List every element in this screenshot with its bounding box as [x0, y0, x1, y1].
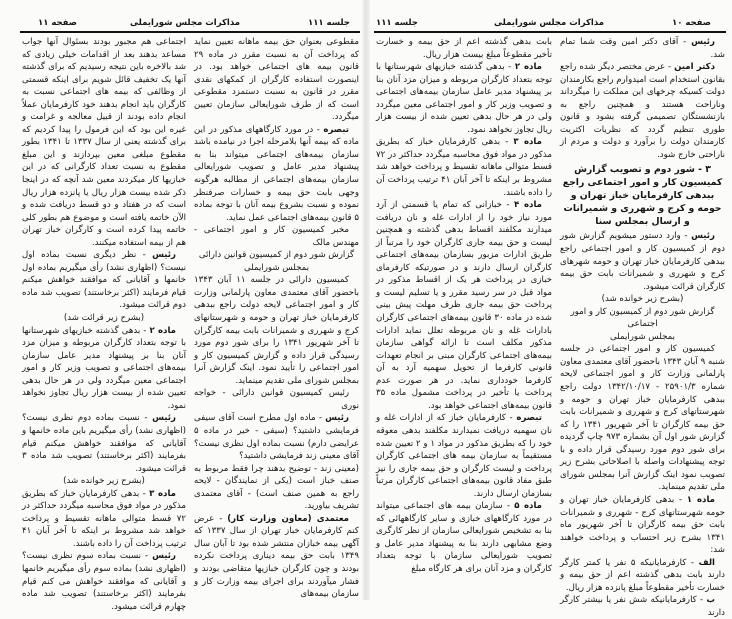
paragraph-text: مخبر کمیسیون کار و امور اجتماعی - مهندس مالک — [194, 225, 359, 248]
paragraph — [376, 199, 552, 412]
paragraph-text: اجتماعی هم مجبور بودند بسئوال آنها جواب مساعد بدهند بعد از اقدامات خیلی زیادی که شد بالاخره باین نتیجه رسیدیم که برای گذشته آنها یک تخفیف قائل شویم برای اینکه قسمتی از وظائفی که بیمه های اجتماعی نسبت به کارگران باید انجام بدهند خود کارفرمایان عملاً انجام داده بودند از قبیل معالجه و غرامت و غیره این بود که این فرمول را پیدا کردیم که برای گذشته یعنی از سال ۱۳۳۷ تا ۱۳۴۱ بطور مقطوع مبلغی معین بپردازند و این مبلغ مقطوع به نسبت تعداد کارگرانی که در این خبازیها کار میکردند معین شد آنچه که در اینجا ذکر شده بیست هزار ریال یا پانزده هزار ریال است که در هفتاد و دو قسط دریافت شده و الآن خاتمه یافته است و موضوع هم بطور کلی خاتمه پیدا کرده است و کارگران خباز تهران هم از بیمه استفاده میکنند. — [22, 37, 186, 248]
paragraph-text: - بدهی کارفرمایان خباز تهران و حومه شهرستانهای کرج - شهرری و شمیرانات بابت حق بیمه کارگران تا آخر شهریور ماه ۱۳۴۱ بشرح زیر احتساب و پرداخت خواهند شد: — [560, 494, 725, 556]
paragraph — [560, 494, 725, 557]
left-page — [0, 0, 366, 612]
session-number: جلسه ۱۱۱ — [376, 18, 418, 28]
speaker-or-article-label: ماده ۱ — [686, 494, 715, 505]
speaker-or-article-label: معتمدی (معاون وزارت کار) — [227, 513, 349, 524]
column-right-outer — [560, 36, 725, 618]
paragraph-text: - کارفرمایانیکه ۵ نفر یا کمتر کارگر دارند بابت بدهی گذشته اعم از حق بیمه و خسارت تأخیر مقطوعاً مبلغ پانزده هزار ریال. — [560, 557, 725, 593]
paragraph — [560, 557, 725, 595]
paragraph-text: (بشرح زیر قرائت شد) — [63, 313, 145, 324]
speaker-or-article-label: ماده ۵ — [514, 501, 542, 512]
column-right-inner — [376, 36, 553, 574]
header-rule — [20, 31, 360, 33]
paragraph — [194, 124, 359, 224]
paragraph-text: (بشرح زیر خوانده شد) — [63, 476, 145, 487]
paragraph — [22, 325, 186, 413]
paragraph — [22, 550, 186, 613]
paragraph — [560, 594, 725, 619]
paragraph — [560, 36, 725, 61]
paragraph-text: - بدهی کارفرمایان خباز که بطریق مذکور در مواد فوق محاسبه میگردد حداکثر در ۷۲ قسط متوالی ماهانه تقسیط و پرداخت خواهد شد مشروط بر اینکه تا آخر آبان ۴۱ ترتیب پرداخت آن را داده باشند. — [376, 137, 552, 198]
speaker-or-article-label: ب — [706, 595, 715, 606]
paragraph-text: بابت بدهی گذشته اعم از حق بیمه و خسارت تأخیر مقطوعاً مبلغ بیست هزار ریال. — [376, 37, 552, 60]
centered-line — [194, 262, 359, 275]
right-page — [366, 0, 732, 618]
centered-line — [22, 312, 186, 325]
paragraph — [560, 230, 725, 293]
running-title: مذاکرات مجلس شورایملی — [130, 18, 241, 28]
speaker-or-article-label: ماده ۳ — [149, 488, 176, 499]
speaker-or-article-label: تبصره — [323, 124, 349, 135]
paragraph-text: - نسبت بماده دوم نظری نیست؟ (اظهاری نشد) رأی میگیریم باین ماده خانمها و آقایانی که موافقند خواهش میکنم قیام بفرمایند (اکثر برخاستند) تصویب شد ماده ۳ قرائت میشود. — [22, 413, 186, 474]
paragraph-text: مقطوعی بعنوان حق بیمه ماهانه تعیین نماید که پرداخت آن به نسبت مقرر در ماده ۲۹ قانون بیمه های اجتماعی خواهد بود. در اینصورت استفاده کارگران از کمکهای نقدی مقرر در قانون به نسبت دستمزد مقطوعی است که از طرف شورایعالی سازمان تعیین میگردد. — [194, 37, 359, 123]
paragraph — [194, 513, 359, 601]
paragraph — [22, 249, 186, 312]
paragraph-text: - عرض کنم کارفرمایان خباز تهران از سال ۱۳۳۷ که آگهی بیمه خبازان منتشر شده بود تا آبان سال ۱۳۴۹ بابت حق بیمه دیناری پرداخت نکرده بودند و چون کارگران خبازیها متقاضی بودند و فشار میآوردند برای اجرای بیمه وزارت کار و سازمان بیمه‌های — [194, 513, 359, 600]
paragraph — [560, 343, 725, 494]
paragraph-text: - کارفرمایانیکه شش نفر یا بیشتر کارگر دارند — [560, 595, 725, 618]
paragraph — [22, 412, 186, 475]
paragraph-text: - ماده اول مطرح است آقای سیفی فرمایشی داشتید؟ (سیفی - خیر در ماده ۵ عرایضی دارم) نسبت بماده اول نظری نیست؟ آقای معینی زند فرمایشی داشتید؟ — [194, 413, 359, 462]
paragraph-text: - خبازانی که تمام یا قسمتی از آرد مورد نیاز خود را از ادارات غله و نان دریافت میدارند مکلفند اقساط بدهی گذشته و همچنین لیست و حق بیمه جاری کارگران خود را مرتباً از طریق ادارات مزبور بسازمان بیمه‌های اجتماعی کارگران ارسال دارند و در صورتیکه کارفرمای خبازی در پرداخت هر یک از اقساط مذکور در مواد قبل در سر رسید مقرر و یا تسلیم لیست و پرداخت حق بیمه جاری ظرف مهلت پیش بینی شده در ماده ۳۰ قانون بیمه‌های اجتماعی کارگران بادارات غله و نان مربوطه تعلل نماید ادارات مذکور مکلف است تا ارائه گواهی سازمان بیمه‌های اجتماعی کارگران مبنی بر انجام تعهدات قانونی کارفرما از تحویل سهمیه آرد به آن کارفرما خودداری نماید. در هر صورت عدم پرداخت یا تأخیر در پرداخت مشمول ماده ۳۵ قانون بیمه‌های اجتماعی خواهد بود. — [376, 200, 553, 411]
column-left-inner — [194, 36, 359, 600]
column-left-outer — [22, 36, 186, 612]
speaker-or-article-label: رئیس — [325, 413, 349, 424]
paragraph — [194, 463, 359, 513]
paragraph-text: کمیسیون دارائی در جلسه ۱۱ آبان ۱۳۴۳ باحضور آقای معتمدی معاون پارلمانی وزارت کار و امور اجتماعی لایحه دولت راجع ببدهی کارفرمایان خباز تهران و حومه و شهرستانهای کرج و شهرری و شمیرانات بابت بیمه کارگران تا آخر شهریور ۱۳۴۱ را برای شور دوم مورد رسیدگی قرار داده و گزارش کمیسیون کار و امور اجتماعی را تأیید نمود. اینک گزارش آنرا بمجلس شورای ملی تقدیم مینماید. — [194, 275, 359, 386]
centered-line — [560, 331, 725, 344]
paragraph — [194, 274, 359, 387]
paragraph-text: بمجلس شورایملی — [244, 262, 309, 273]
speaker-or-article-label: دکتر امین — [674, 62, 715, 73]
centered-line — [194, 249, 359, 262]
paragraph — [376, 500, 552, 575]
paragraph — [194, 412, 359, 462]
paragraph-text: کمیسیون کار و امور اجتماعی در جلسه شنبه ۹ آبان ۱۳۴۳ باحضور آقای معتمدی معاون پارلمانی وزارت کار و امور اجتماعی لایحه شماره ۲۵۹۰۱/۳ - ۱۳۴۲/۱۰/۱۷ دولت راجع ببدهی کارفرمایان خباز تهران و حومه و شهرستانهای کرج و شهرری و شمیرانات بابت حق بیمه کارگران تا آخر شهریور ۱۳۴۱ را که گزارش شور اول آن بشماره ۹۷۳ چاپ گردیده برای شور دوم مورد رسیدگی قرار داده و با توجه پیشنهادات واصله با اصلاحاتی بشرح زیر تصویب نمود اینک گزارش آنرا بمجلس شورای ملی تقدیم مینماید. — [560, 344, 725, 493]
speaker-or-article-label: ماده ۲ — [514, 62, 542, 73]
paragraph — [22, 488, 186, 551]
centered-line — [560, 306, 725, 331]
paragraph-text: - نسبت بماده سوم نظری نیست؟ (اظهاری نشد) بماده سوم رأی میگیریم خانمها و آقایانی که موافقند خواهش می کنم قیام بفرمایند (اکثر برخاستند) تصویب شد ماده چهارم قرائت میشود. — [22, 551, 186, 612]
section-heading — [560, 163, 725, 228]
paragraph — [376, 412, 552, 500]
paragraph-text: - کارفرمایان خباز که از ادارات غله و نان سهمیه دریافت نمیدارند مکلفند بدهی معوقه خود را که بطریق مذکور در مواد ۱ و ۲ تعیین شده مستقیماً به سازمان بیمه های اجتماعی کارگران پرداخت و لیست کارگران و حق بیمه جاری را نیز طبق مفاد قانون بیمه‌های اجتماعی کارگران مرتباً بسازمان ارسال دارند. — [376, 413, 552, 499]
paragraph — [376, 36, 552, 61]
paragraph — [376, 136, 552, 199]
paragraph — [560, 61, 725, 161]
speaker-or-article-label: رئیس — [691, 231, 715, 242]
paragraph-text: رئیس کمیسیون قوانین دارائی - خواجه نوری — [194, 388, 359, 411]
paragraph-text: - بدهی گذشته خبازیهای شهرستانها با توجه بتعداد کارگران مربوطه و میزان مزد آنان بنا بر پیشنهاد مدیر عامل سازمان بیمه‌های اجتماعی و تصویب وزیر کار و امور اجتماعی معین میگردد ولی در هر حال بدهی تعیین شده از بیست هزار ریال تجاوز نخواهد نمود. — [22, 325, 186, 411]
speaker-or-article-label: رئیس — [691, 37, 715, 47]
paragraph — [376, 61, 552, 136]
speaker-or-article-label: رئیس — [152, 551, 176, 562]
centered-line — [22, 475, 186, 488]
paragraph-text: - بدهی کارفرمایان خباز که بطریق مذکور در مواد فوق محاسبه میگردد حداکثر در ۷۲ قسط متوالی ماهانه تقسیط و پرداخت خواهد شد مشروط بر اینکه تا آخر آبان ۴۱ ترتیب پرداخت آن را داده باشند. — [22, 488, 186, 549]
paragraph-text: - وارد دستور میشویم گزارش شور دوم از کمیسیون کار و امور اجتماعی راجع ببدهی کارفرمایان خباز تهران و حومه شهرهای کرج و شهرری و شمیرانات بابت حق بیمه کارگران قرائت میشود. — [560, 231, 725, 292]
paragraph — [194, 387, 359, 412]
paragraph-text: (معینی زند - توضیح بدهند چرا فقط مربوط به صنف خباز است (یکی از نمایندگان - لایحه راجع به همین صنف است) - آقای معتمدی تشریف بیاورید. — [194, 463, 359, 512]
page-number: صفحه ۱۰ — [672, 18, 711, 28]
speaker-or-article-label: رئیس — [152, 413, 176, 424]
speaker-or-article-label: الف — [698, 557, 715, 568]
paragraph-text: گزارش شور دوم از کمیسیون قوانین دارائی — [198, 250, 355, 261]
paragraph-text: (بشرح زیر خوانده شد) — [601, 294, 684, 305]
speaker-or-article-label: ماده ۳ — [513, 137, 542, 148]
paragraph-text: - سازمان بیمه های اجتماعی میتواند در مورد کارگاههای خبازی و سایر کارگاههائی که بنا به تشخیص شورایعالی سازمان از نظر کارگری وضع مشابهی دارند بنا به پیشنهاد مدیر عامل و تصویب شورایعالی سازمان با توجه بتعداد کارگران و مزد آنان برای هر کارگاه مبلغ — [376, 501, 552, 574]
paragraph-text: ۳ - شور دوم و تصویب گزارش کمیسیون کار و امور اجتماعی راجع ببدهی کارفرمایان خباز تهران و حومه و کرج و شهرری و شمیرانات و ارسال بمجلس سنا — [562, 164, 723, 228]
paragraph — [194, 36, 359, 124]
speaker-or-article-label: ماده ۴ — [513, 200, 542, 211]
page-number: صفحه ۱۱ — [38, 18, 77, 28]
paragraph-text: - آقای دکتر امین وقت شما تمام شد. — [560, 37, 725, 60]
paragraph-text: بمجلس شورایملی — [610, 331, 675, 342]
session-number: جلسه ۱۱۱ — [308, 18, 350, 28]
header-rule — [374, 31, 726, 33]
speaker-or-article-label: ماده ۲ — [149, 325, 176, 336]
paragraph-text: - نظر دیگری نسبت بماده اول نیست؟ (اظهاری نشد) رأی میگیریم بماده اول خانمها و آقایانی که موافقند خواهش میکنم قیام فرمایند (اکثر برخاستند) تصویب شد ماده دوم قرائت میشود. — [22, 250, 186, 311]
speaker-or-article-label: تبصره — [516, 413, 542, 424]
paragraph-text: - عرض مختصر دیگر شده راجع بقانون استخدام است امیدوارم راجع بکارمندان دولت کسیکه چرخهای این مملکت را میگرداند وناراحت هستند و همچنین راجع به بازنشستگان تصمیمی گرفته بشود و قانون طوری تنظیم گردد که نظریات اکثریت کارمندان دولت را برآورد و دولت و مردم از ناراحتی خارج شود. — [560, 62, 725, 160]
paragraph-text: گزارش شور دوم از کمیسیون کار و امور اجتماعی — [570, 306, 715, 330]
running-title: مذاکرات مجلس شورایملی — [494, 18, 605, 28]
paragraph-text: - در مورد کارگاههای مذکور در این ماده که بیمه آنها بلامرحله اجرا در نیامده باشد سازمان بیمه‌های اجتماعی میتواند بنا به پیشنهاد مدیر عامل و تصویب شورایعالی سازمان بیمه‌های اجتماعی از مطالبه هرگونه وجهی بابت حق بیمه و خسارات صرفنظر نموده و نسبت بشروع بیمه آنان با توجه بماده ۵ قانون بیمه‌های اجتماعی عمل نماید. — [194, 124, 359, 223]
speaker-or-article-label: رئیس — [152, 250, 176, 261]
paragraph-text: - بدهی گذشته خبازیهای شهرستانها با توجه بتعداد کارگران مربوطه و میزان مزد آنان بنا بر پیشنهاد مدیر عامل سازمان بیمه‌های اجتماعی و تصویب وزیر کار و امور اجتماعی معین میگردد ولی در هر حال بدهی تعیین شده از بیست هزار ریال تجاوز نخواهد نمود. — [376, 62, 552, 135]
paragraph — [22, 36, 186, 249]
paragraph — [194, 224, 359, 249]
centered-line — [560, 293, 725, 306]
